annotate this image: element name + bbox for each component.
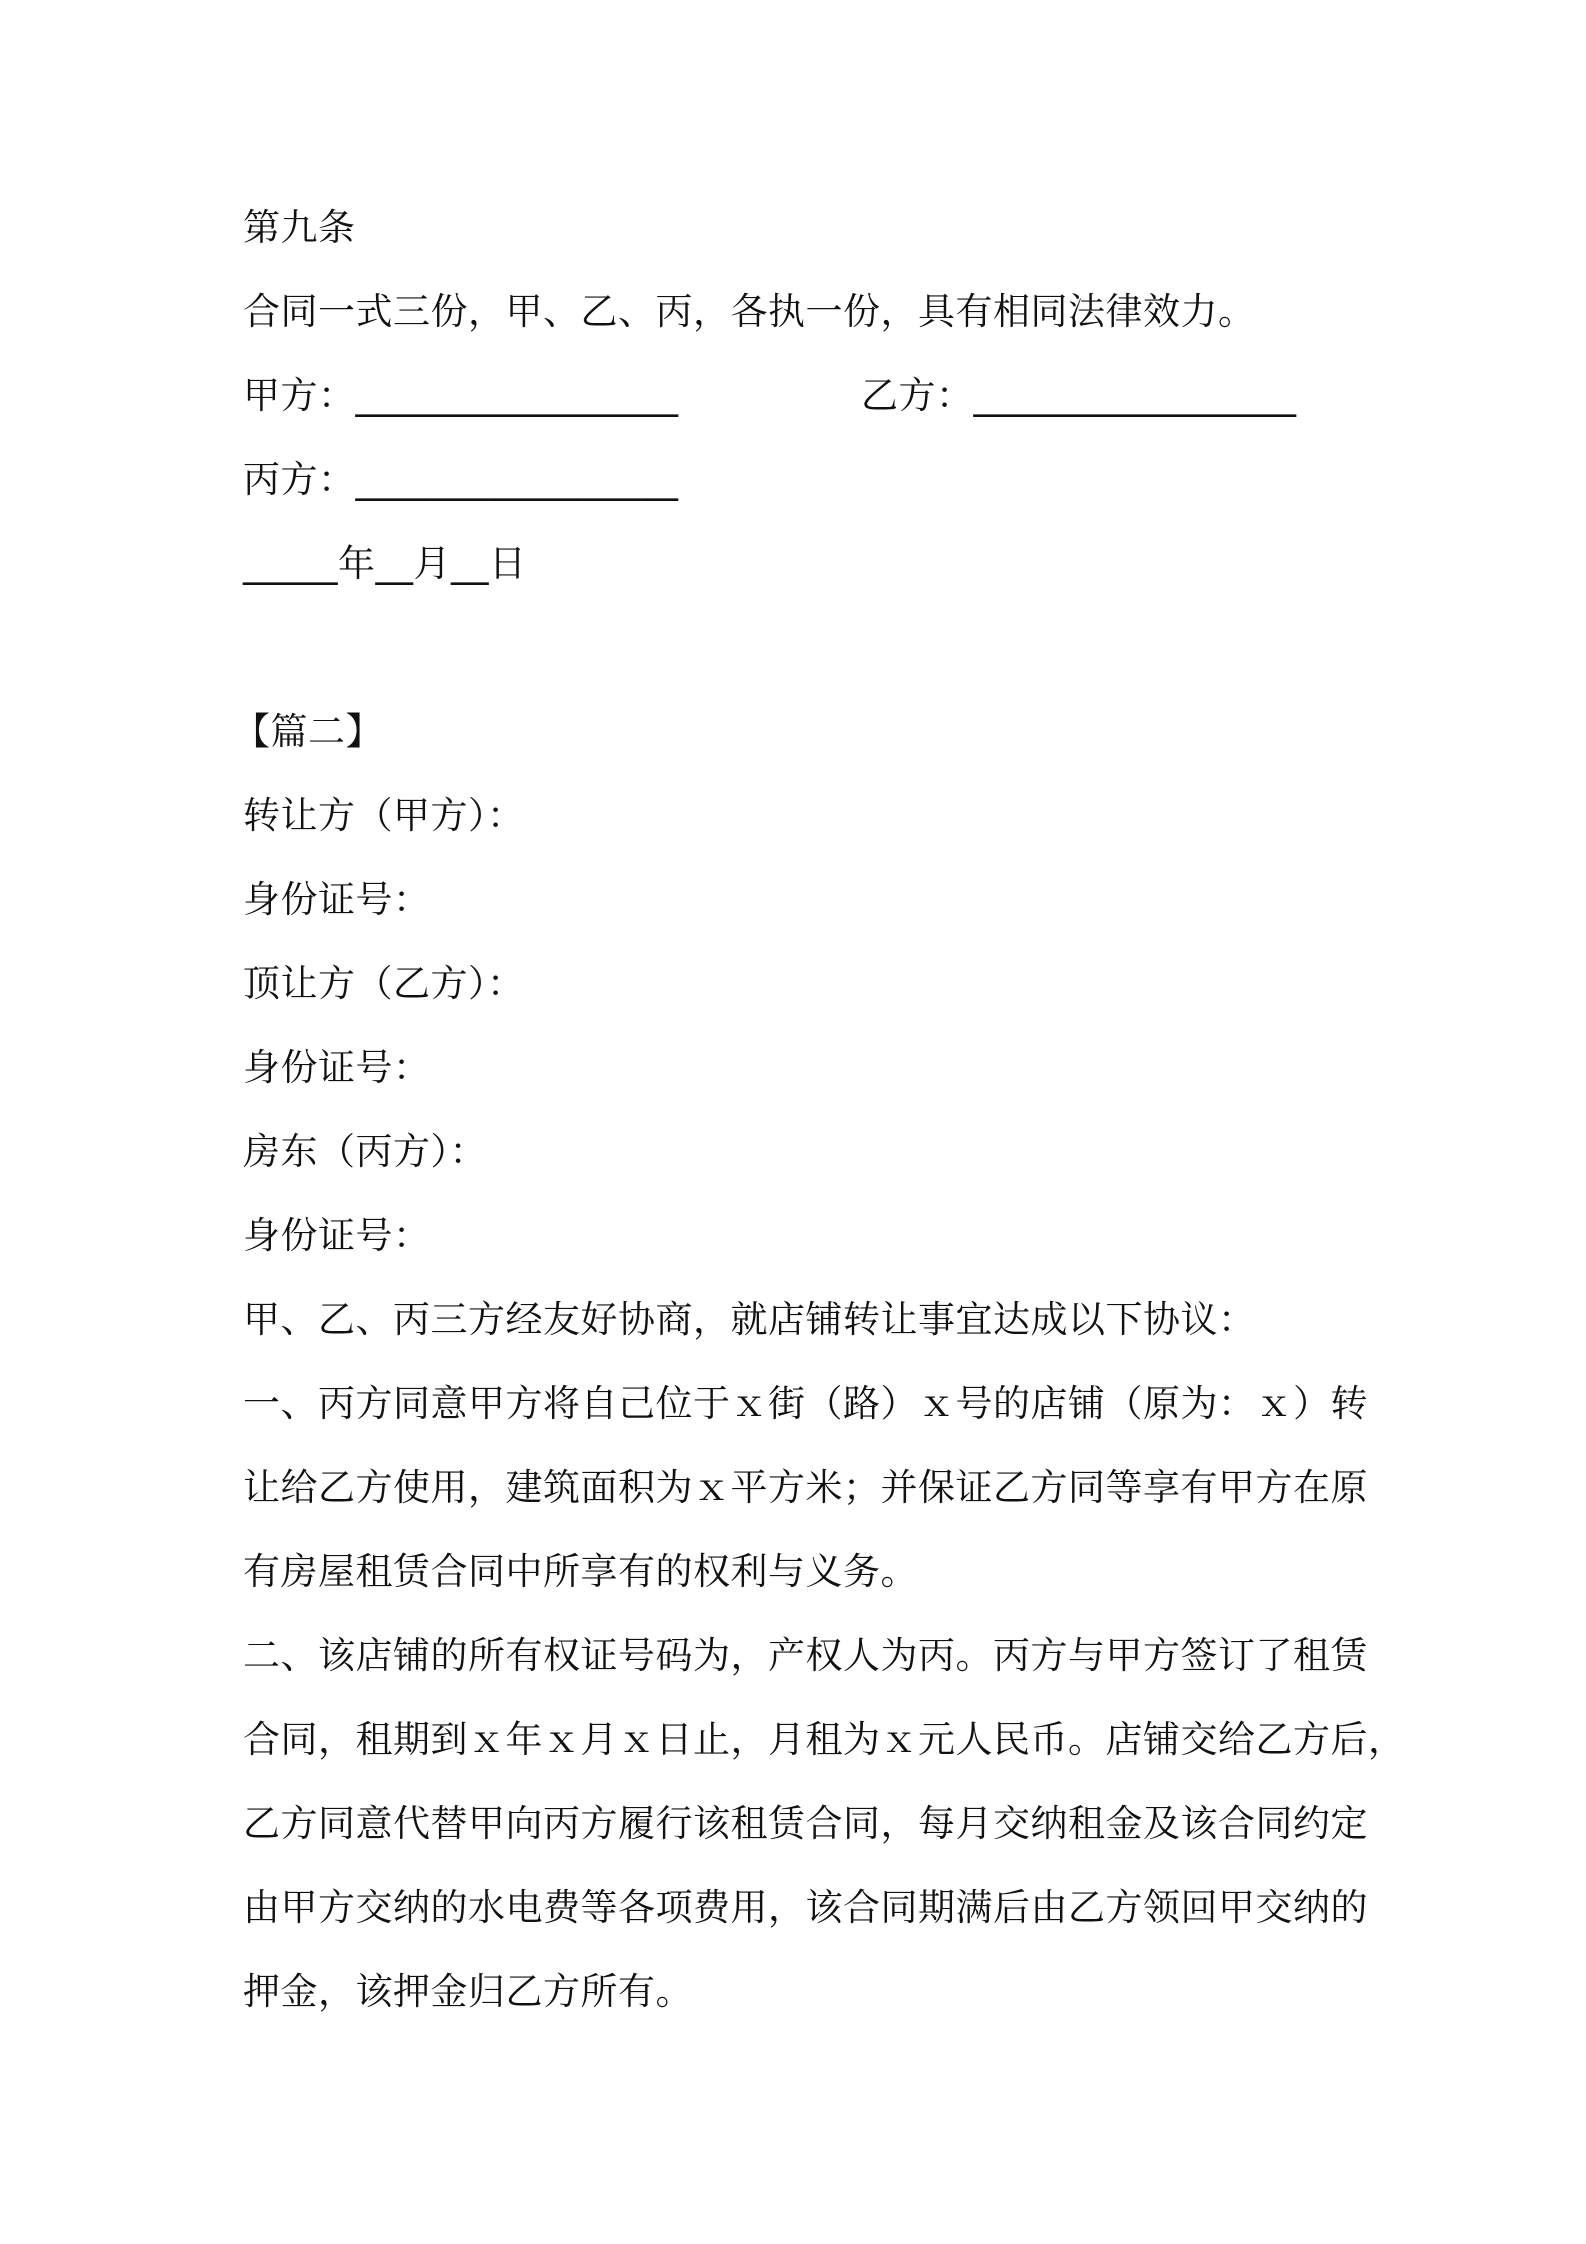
article-9-text: 合同一式三份，甲、乙、丙，各执一份，具有相同法律效力。: [243, 290, 1256, 333]
clause-2-line: 合同，租期到ｘ年ｘ月ｘ日止，月租为ｘ元人民币。店铺交给乙方后，: [243, 1718, 1406, 1761]
party-c-signature-line: 丙方：_________________: [243, 458, 679, 501]
clause-1-line: 有房屋租赁合同中所享有的权利与义务。: [243, 1550, 918, 1593]
transferor-id-field: 身份证号：: [243, 878, 431, 921]
part-2-title: 【篇二】: [233, 710, 383, 753]
party-a-signature-line: 甲方：_________________: [243, 374, 679, 417]
date-line: _____年__月__日: [243, 542, 527, 585]
transferor-field: 转让方（甲方）：: [243, 794, 525, 837]
clause-2-line: 二、该店铺的所有权证号码为，产权人为丙。丙方与甲方签订了租赁: [243, 1634, 1368, 1677]
transferee-id-field: 身份证号：: [243, 1046, 431, 1089]
landlord-id-field: 身份证号：: [243, 1214, 431, 1257]
clause-1-line: 一、丙方同意甲方将自己位于ｘ街（路）ｘ号的店铺（原为：ｘ）转: [243, 1382, 1368, 1425]
agreement-intro: 甲、乙、丙三方经友好协商，就店铺转让事宜达成以下协议：: [243, 1298, 1256, 1341]
clause-2-line: 押金，该押金归乙方所有。: [243, 1970, 693, 2013]
article-9-heading: 第九条: [243, 206, 356, 249]
party-b-signature-line: 乙方：_________________: [861, 374, 1297, 417]
landlord-field: 房东（丙方）：: [243, 1130, 487, 1173]
clause-2-line: 由甲方交纳的水电费等各项费用，该合同期满后由乙方领回甲交纳的: [243, 1886, 1368, 1929]
clause-2-line: 乙方同意代替甲向丙方履行该租赁合同，每月交纳租金及该合同约定: [243, 1802, 1368, 1845]
clause-1-line: 让给乙方使用，建筑面积为ｘ平方米；并保证乙方同等享有甲方在原: [243, 1466, 1368, 1509]
transferee-field: 顶让方（乙方）：: [243, 962, 525, 1005]
